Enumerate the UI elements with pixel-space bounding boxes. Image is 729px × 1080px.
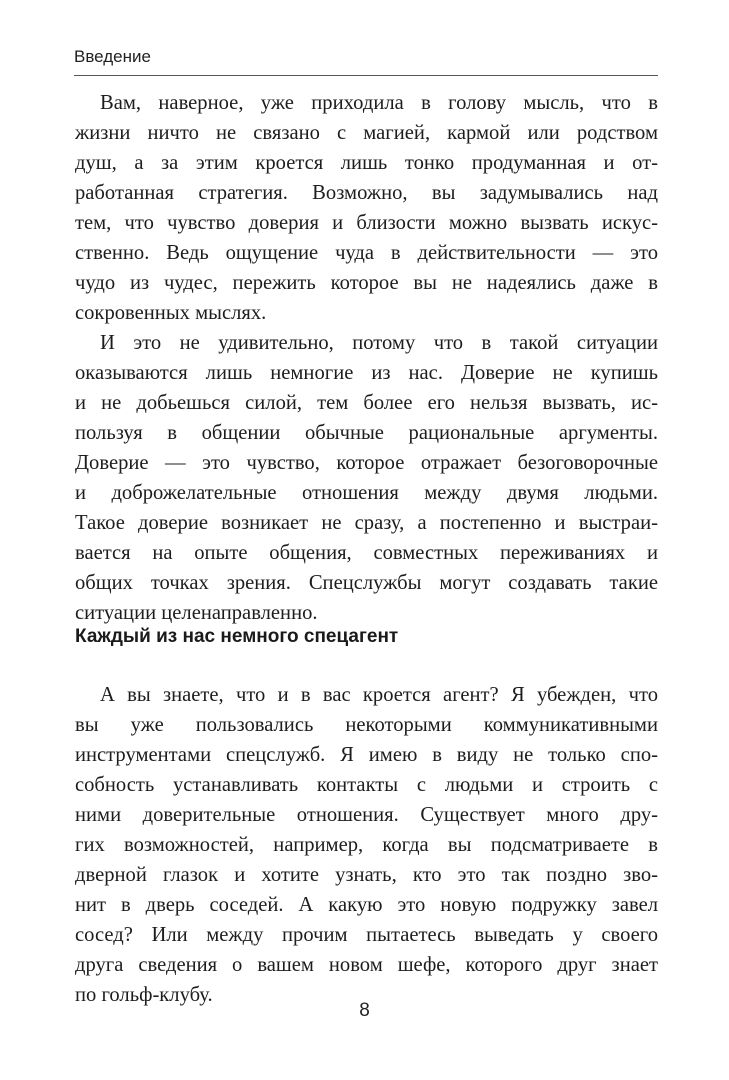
text-line: работанная стратегия. Возможно, вы задумывались над bbox=[75, 182, 658, 204]
header-rule bbox=[74, 75, 658, 76]
text-line: пользуя в общении обычные рациональные аргументы. bbox=[75, 422, 658, 444]
text-line: чудо из чудес, пережить которое вы не надеялись даже в bbox=[75, 272, 658, 294]
text-line: Доверие — это чувство, которое отражает безоговорочные bbox=[75, 452, 658, 474]
text-line: собность устанавливать контакты с людьми и строить с bbox=[75, 774, 658, 796]
text-line: и доброжелательные отношения между двумя людьми. bbox=[75, 482, 658, 504]
text-line: тем, что чувство доверия и близости можно вызвать искус- bbox=[75, 212, 658, 234]
text-line: ситуации целенаправленно. bbox=[75, 602, 318, 624]
text-line: вы уже пользовались некоторыми коммуникативными bbox=[75, 714, 658, 736]
text-line: оказываются лишь немногие из нас. Доверие не купишь bbox=[75, 362, 658, 384]
text-line: инструментами спецслужб. Я имею в виду не только спо- bbox=[75, 744, 658, 766]
text-line: И это не удивительно, потому что в такой ситуации bbox=[100, 332, 658, 354]
text-line: жизни ничто не связано с магией, кармой или родством bbox=[75, 122, 658, 144]
text-line: А вы знаете, что и в вас кроется агент? Я убежден, что bbox=[100, 684, 658, 706]
text-line: душ, а за этим кроется лишь тонко продуманная и от- bbox=[75, 152, 658, 174]
text-line: Вам, наверное, уже приходила в голову мысль, что в bbox=[100, 92, 658, 114]
text-block-intro bbox=[75, 88, 658, 628]
text-line: сокровенных мыслях. bbox=[75, 302, 267, 324]
text-line: и не добьешься силой, тем более его нельзя вызвать, ис- bbox=[75, 392, 658, 414]
text-line: нит в дверь соседей. А какую это новую подружку завел bbox=[75, 894, 658, 916]
text-line: Такое доверие возникает не сразу, а постепенно и выстраи- bbox=[75, 512, 658, 534]
running-head: Введение bbox=[74, 47, 151, 66]
text-block-section bbox=[75, 680, 658, 1010]
text-line: гих возможностей, например, когда вы подсматриваете в bbox=[75, 834, 658, 856]
page-number: 8 bbox=[359, 1000, 370, 1021]
text-line: по гольф-клубу. bbox=[75, 984, 213, 1006]
text-line: вается на опыте общения, совместных переживаниях и bbox=[75, 542, 658, 564]
text-line: ними доверительные отношения. Существует много дру- bbox=[75, 804, 658, 826]
text-line: друга сведения о вашем новом шефе, которого друг знает bbox=[75, 954, 658, 976]
text-line: сосед? Или между прочим пытаетесь выведать у своего bbox=[75, 924, 658, 946]
text-line: общих точках зрения. Спецслужбы могут создавать такие bbox=[75, 572, 658, 594]
section-heading: Каждый из нас немного спецагент bbox=[75, 626, 399, 647]
text-line: ственно. Ведь ощущение чуда в действительности — это bbox=[75, 242, 658, 264]
text-line: дверной глазок и хотите узнать, кто это так поздно зво- bbox=[75, 864, 658, 886]
